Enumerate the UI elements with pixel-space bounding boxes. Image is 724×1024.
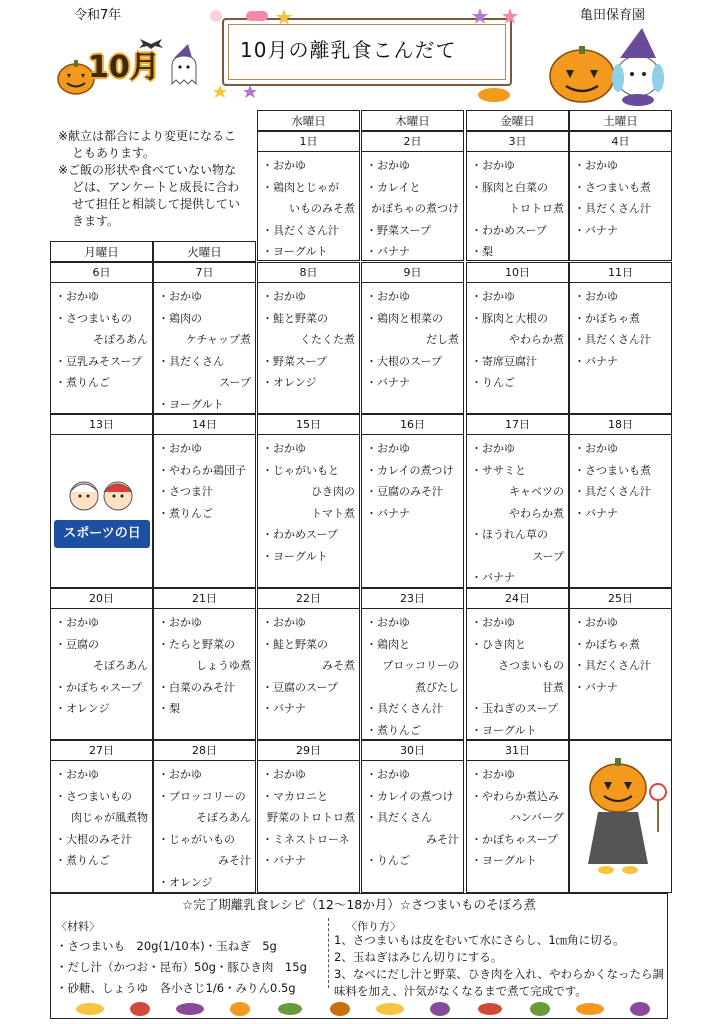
menu-item: ・鶏肉と根菜の [366,311,443,325]
weekday-header-fri: 金曜日 [466,110,569,131]
day-number: 4日 [570,132,671,152]
menu-list [154,761,255,893]
ingredient-line: ・さつまいも 20g(1/10本)・玉ねぎ 5g [56,939,277,953]
day-number: 9日 [362,263,463,283]
menu-list [467,761,568,872]
menu-item: ・具だくさん汁 [574,485,651,498]
menu-item: ・おかゆ [262,768,306,781]
day-number: 10日 [467,263,568,283]
menu-item: ・おかゆ [262,159,306,172]
day-number: 1日 [258,132,359,152]
menu-item: ・ヨーグルト [158,397,224,411]
menu-item: ・たらと野菜の [158,637,235,651]
menu-item: やわらか煮 [509,506,564,520]
menu-item: そぼろあん [93,659,148,672]
weekday-header-sat: 土曜日 [569,110,672,131]
day-number: 15日 [258,415,359,435]
day-number: 27日 [51,741,152,761]
day-number: 8日 [258,263,359,283]
menu-item: ・大根のスープ [366,354,442,368]
menu-item: ・りんご [471,376,515,389]
menu-item: みそ汁 [426,832,459,846]
menu-item: ・オレンジ [55,702,110,715]
menu-item: ・やわらか鶏団子 [158,463,246,477]
day-number: 28日 [154,741,255,761]
star-icon [210,84,270,100]
ingredients-heading: 〈材料〉 [56,920,100,933]
menu-item: 甘煮 [542,680,564,694]
menu-item: いものみそ煮 [289,202,355,215]
menu-item: ・カレイの煮つけ [366,789,454,803]
menu-item: ・かぼちゃ煮 [574,311,640,325]
menu-item: ・バナナ [471,571,515,584]
menu-item: ・わかめスープ [262,528,338,541]
divider [328,918,329,988]
notes [58,128,248,230]
menu-item: ・おかゆ [574,442,618,455]
menu-item: キャベツの [509,485,564,498]
menu-item: そぼろあん [196,811,251,824]
menu-item: ・ヨーグルト [262,549,328,563]
menu-item: しょうゆ煮 [196,659,251,672]
menu-item: スープ [219,376,251,389]
menu-item: ・豚肉と白菜の [471,180,548,194]
menu-item: ・具だくさん [366,811,432,824]
menu-item: ・白菜のみそ汁 [158,680,235,694]
day-number: 30日 [362,741,463,761]
day-cell [50,262,153,414]
menu-item: ・おかゆ [262,442,306,455]
menu-item: ・おかゆ [55,290,99,303]
menu-item: 野菜のトロトロ煮 [267,811,355,824]
menu-item: ・さつまいもの [55,311,132,325]
menu-list [362,152,463,263]
step-line: 3、なべにだし汁と野菜、ひき肉を入れ、やわらかくなったら調味料を加え、汁気がなくなるまで煮て完成です。 [334,967,665,998]
menu-item: ・豆腐の [55,637,99,651]
menu-list [467,283,568,394]
menu-item: ・バナナ [366,376,410,389]
menu-item: ・バナナ [574,680,618,694]
menu-list [258,761,359,872]
sports-day-badge [54,474,150,544]
menu-item: ・おかゆ [574,616,618,629]
menu-item: ・かぼちゃスープ [55,680,142,694]
menu-item: ・具だくさん汁 [262,223,339,237]
menu-item: ・おかゆ [366,442,410,455]
menu-item: ・さつまいもの [55,789,132,803]
menu-item: ・鶏肉の [158,311,202,325]
food-illustrations-icon [60,1000,660,1018]
menu-item: ・鶏肉と [366,637,410,651]
day-cell [257,414,360,588]
menu-item: ・煮りんご [158,506,213,520]
menu-item: ・寄席豆腐汁 [471,354,537,368]
menu-list [570,435,671,524]
day-cell [361,740,464,893]
day-number: 18日 [570,415,671,435]
school-name: 亀田保育園 [580,8,646,23]
steps-heading: 〈作り方〉 [346,920,401,933]
menu-list [467,435,568,589]
menu-item: ・煮りんご [366,723,421,737]
weekday-header-tue: 火曜日 [153,241,256,262]
menu-item: ・おかゆ [158,442,202,455]
menu-item: ・おかゆ [158,290,202,303]
day-number: 25日 [570,589,671,609]
menu-item: ブロッコリーの [382,659,459,672]
day-cell [466,588,569,740]
day-number: 21日 [154,589,255,609]
menu-list [51,609,152,720]
menu-item: ・さつま汁 [158,485,213,498]
day-cell [257,131,360,261]
pumpkin-icon [470,84,520,102]
day-cell [153,740,256,893]
menu-item: ・バナナ [366,506,410,520]
day-number: 16日 [362,415,463,435]
menu-list [154,609,255,720]
menu-item: ・おかゆ [574,159,618,172]
menu-item: ・マカロニと [262,789,328,803]
day-cell [569,262,672,414]
menu-item: ・カレイと [366,180,421,194]
menu-item: ・さつまいも煮 [574,463,651,477]
menu-item: やわらか煮 [509,333,564,346]
menu-item: みそ煮 [322,659,355,672]
day-cell [361,262,464,414]
menu-item: だし煮 [426,333,459,346]
menu-list [362,609,463,741]
day-cell [466,740,569,893]
day-number: 11日 [570,263,671,283]
menu-item: ・おかゆ [366,768,410,781]
day-number: 29日 [258,741,359,761]
weekday-header-mon: 月曜日 [50,241,153,262]
day-cell [569,131,672,261]
menu-list [362,283,463,394]
menu-item: ・大根のみそ汁 [55,832,132,846]
menu-item: ・りんご [366,854,410,867]
day-cell [466,131,569,261]
menu-item: くたくた煮 [300,333,355,346]
menu-item: ・バナナ [366,245,410,258]
menu-item: ・おかゆ [366,616,410,629]
day-cell [361,414,464,588]
menu-list [154,435,255,524]
menu-item: ・豆腐のみそ汁 [366,485,443,498]
recipe-title: ☆完了期離乳食レシピ（12～18か月）☆さつまいものそぼろ煮 [182,897,536,912]
menu-item: ・ブロッコリーの [158,789,246,803]
note-item: ※ご飯の形状や食べていない物などは、アンケートと成長に合わせて担任と相談して提供していきます。 [58,163,241,228]
menu-list [467,609,568,741]
menu-item: ・煮りんご [55,376,110,389]
day-number: 7日 [154,263,255,283]
page-title: 10月の離乳食こんだて [240,38,457,62]
day-cell [153,588,256,740]
menu-item: ・玉ねぎのスープ [471,702,558,715]
menu-item: ・おかゆ [471,768,515,781]
menu-item: みそ汁 [218,854,251,867]
menu-list [570,609,671,698]
menu-item: ・わかめスープ [471,223,547,237]
menu-item: ・具だくさん汁 [574,659,651,672]
step-line: 2、玉ねぎはみじん切りにする。 [334,950,503,964]
day-cell [569,588,672,740]
menu-item: ・ヨーグルト [262,245,328,258]
menu-item: ・おかゆ [55,768,99,781]
day-cell [569,414,672,588]
menu-list [570,283,671,372]
candy-icon [206,6,296,26]
menu-list [51,283,152,394]
menu-item: ・じゃがいもと [262,463,339,477]
era-label: 令和7年 [74,8,122,23]
day-number: 6日 [51,263,152,283]
menu-item: ・ひき肉と [471,637,526,651]
menu-item: ・バナナ [574,223,618,237]
menu-item: ・オレンジ [262,376,317,389]
month-badge: 10月 [88,50,160,85]
menu-item: ・おかゆ [262,290,306,303]
menu-item: ・具だくさん汁 [366,702,443,715]
menu-item: ・ミネストローネ [262,832,350,846]
day-number: 2日 [362,132,463,152]
menu-item: ・おかゆ [366,290,410,303]
note-item: ※献立は都合により変更になることもあります。 [58,129,237,160]
day-cell [257,262,360,414]
menu-item: ・バナナ [262,854,306,867]
day-number: 13日 [51,415,152,435]
menu-item: ・おかゆ [262,616,306,629]
menu-item: ・さつまいも煮 [574,180,651,194]
day-number: 14日 [154,415,255,435]
menu-item: ・バナナ [574,506,618,520]
menu-item: ・ほうれん草の [471,528,548,541]
menu-item: ・おかゆ [574,290,618,303]
ingredients-list [56,936,307,999]
day-number: 31日 [467,741,568,761]
menu-item: ・具だくさん汁 [574,202,651,215]
day-cell [257,740,360,893]
day-cell [361,131,464,261]
day-number: 17日 [467,415,568,435]
menu-list [362,435,463,524]
menu-item: ・おかゆ [158,616,202,629]
menu-list [467,152,568,263]
bat-icon [138,38,164,50]
menu-list [258,152,359,263]
menu-item: ・おかゆ [55,616,99,629]
menu-item: スープ [532,549,564,563]
menu-item: ・具だくさん [158,354,224,368]
menu-list [258,435,359,567]
menu-item: ・じゃがいもの [158,832,235,846]
menu-item: ・かぼちゃスープ [471,832,558,846]
menu-item: ・オレンジ [158,875,213,889]
menu-item: ・鮭と野菜の [262,637,328,651]
menu-item: ・おかゆ [471,159,515,172]
menu-list [258,609,359,720]
children-icon [54,474,150,514]
star-icon [470,6,530,26]
pumpkin-dog-icon [546,26,676,106]
menu-item: ハンバーグ [509,811,564,824]
menu-item: ・ササミと [471,463,526,477]
menu-item: ・野菜スープ [262,354,327,368]
day-cell [361,588,464,740]
menu-item: ・かぼちゃ煮 [574,637,640,651]
weekday-header-wed: 水曜日 [257,110,360,131]
menu-item: かぼちゃの煮つけ [371,202,459,215]
day-number: 20日 [51,589,152,609]
pumpkin-witch-icon [574,752,670,882]
menu-item: ケチャップ煮 [185,333,251,346]
day-cell [466,262,569,414]
menu-item: 煮びたし [415,680,459,694]
menu-list [51,435,152,438]
menu-item: トマト煮 [311,506,355,520]
menu-item: ・おかゆ [366,159,410,172]
menu-item: ・豚肉と大根の [471,311,548,325]
ghost-icon [166,42,204,86]
day-number: 24日 [467,589,568,609]
day-cell [257,588,360,740]
menu-item: ・梨 [158,702,180,715]
menu-item: ・ヨーグルト [471,723,537,737]
menu-item: トロトロ煮 [509,202,564,215]
menu-item: ・梨 [471,245,493,258]
day-cell [50,588,153,740]
menu-item: ・おかゆ [471,290,515,303]
menu-list [258,283,359,394]
menu-item: ・豆乳みそスープ [55,354,142,368]
menu-item: ひき肉の [311,485,355,498]
menu-item: ・具だくさん汁 [574,333,651,346]
menu-item: ・バナナ [262,702,306,715]
menu-list [570,152,671,241]
menu-item: ・豆腐のスープ [262,680,338,694]
menu-item: ・鮭と野菜の [262,311,328,325]
menu-item: ・野菜スープ [366,223,431,237]
ingredient-line: ・砂糖、しょうゆ 各小さじ1/6・みりん0.5g [56,981,296,995]
menu-item: ・おかゆ [471,616,515,629]
menu-item: ・おかゆ [471,442,515,455]
day-cell [153,262,256,414]
ingredient-line: ・だし汁（かつお・昆布）50g・豚ひき肉 15g [56,960,307,974]
steps-list [334,932,664,1000]
menu-item: そぼろあん [93,333,148,346]
menu-item: ・やわらか煮込み [471,789,559,803]
day-number: 22日 [258,589,359,609]
sports-day-label: スポーツの日 [54,520,150,548]
weekday-header-thu: 木曜日 [361,110,464,131]
day-cell [50,740,153,893]
menu-item: ・バナナ [574,354,618,368]
menu-item: さつまいもの [498,659,564,672]
step-line: 1、さつまいもは皮をむいて水にさらし、1㎝角に切る。 [334,933,625,947]
menu-item: ・おかゆ [158,768,202,781]
menu-item: ・鶏肉とじゃが [262,180,339,194]
menu-list [154,283,255,415]
day-number: 23日 [362,589,463,609]
menu-list [51,761,152,872]
day-cell [466,414,569,588]
day-cell [153,414,256,588]
day-number: 3日 [467,132,568,152]
menu-list [362,761,463,872]
menu-item: ・ヨーグルト [471,854,537,867]
menu-item: 肉じゃが風煮物 [71,811,148,824]
menu-item: ・カレイの煮つけ [366,463,454,477]
menu-item: ・煮りんご [55,854,110,867]
